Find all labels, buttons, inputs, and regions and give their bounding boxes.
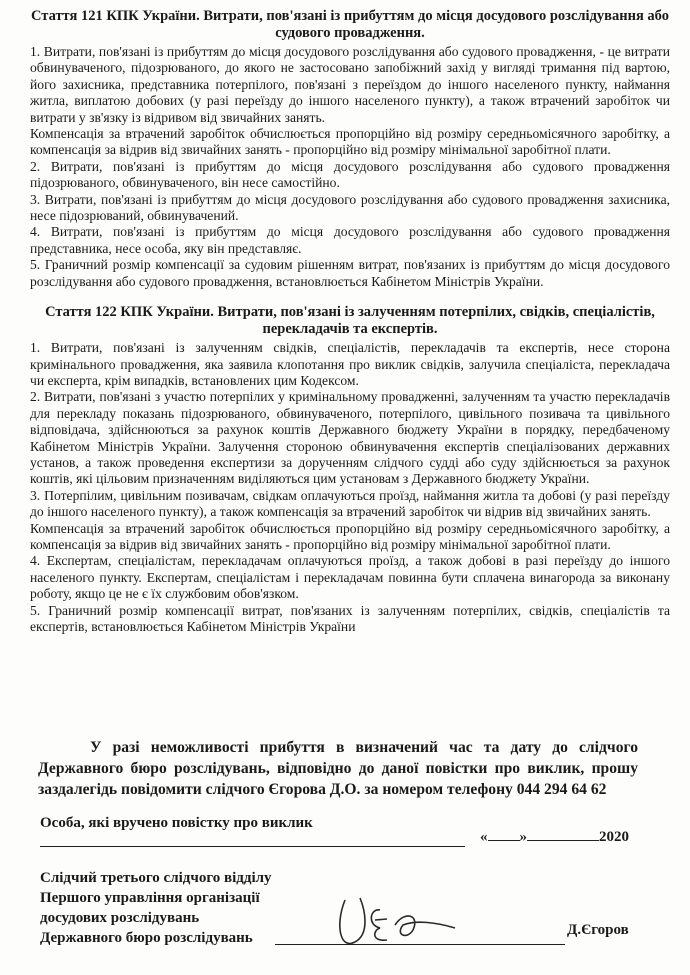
served-date	[480, 826, 629, 846]
signatory-line: Слідчий третього слідчого відділу	[40, 870, 272, 886]
article-121-paragraph: 1. Витрати, пов'язані із прибуттям до місця досудового розслідування або судового провадження, - це витрати обвинуваченого, підозрюваного, до якого не застосовано запобіжний захід у вигляді тримання під вартою, його захисника, представника потерпілого, пов'язані з переїздом до іншого населеного пункту, наймання житла, виплатою добових (у разі переїзду до іншого населеного пункту), а також втрачений заробіток чи витрати у зв'язку із відривом від звичайних занять.	[30, 44, 670, 125]
signatory-name: Д.Єгоров	[567, 922, 629, 938]
article-121-paragraph: 5. Граничний розмір компенсації за судовим рішенням витрат, пов'язаних із прибуттям до місця досудового розслідування або судового провадження, встановлюється Кабінетом Міністрів України.	[30, 257, 670, 289]
signatory-line: Першого управління організації	[40, 890, 260, 906]
article-121-paragraph: 4. Витрати, пов'язані із прибуттям до місця досудового розслідування або судового провадження представника, несе особа, яку він представляє.	[30, 224, 670, 256]
article-122-paragraph: 3. Потерпілим, цивільним позивачам, свідкам оплачуються проїзд, наймання житла та добові (у разі переїзду до іншого населеного пункту), а також компенсація за втрачений заробіток чи відрив від звичайних занять.	[30, 487, 670, 520]
contact-notice: У разі неможливості прибуття в визначений час та дату до слідчого Державного бюро розслідувань, відповідно до даної повістки про виклик, прошу заздалегідь повідомити слідчого Єгорова Д.О. за номером телефону 044 294 64 62	[38, 739, 638, 798]
article-121-paragraph: 3. Витрати, пов'язані із прибуттям до місця досудового розслідування або судового провадження захисника, несе підозрюваний, обвинувачений.	[30, 191, 670, 224]
document-body	[30, 8, 670, 635]
served-person-signature-line	[40, 846, 465, 847]
day-blank	[488, 826, 520, 841]
article-122-paragraph: 5. Граничний розмір компенсації витрат, пов'язаних із залученням потерпілих, свідків, спеціалістів та експертів, встановлюється Кабінетом Міністрів України	[30, 602, 670, 634]
article-122-title: Стаття 122 КПК України. Витрати, пов'язані із залученням потерпілих, свідків, спеціалістів, перекладачів та експертів.	[45, 304, 655, 338]
article-121-paragraph: Компенсація за втрачений заробіток обчислюється пропорційно від розміру середньомісячного заробітку, а компенсація за відрив від звичайних занять - пропорційно від розміру мінімальної заробітної плати.	[30, 126, 670, 158]
article-122-paragraph: Компенсація за втрачений заробіток обчислюється пропорційно від розміру середньомісячного заробітку, а компенсація за відрив від звичайних занять - пропорційно від розміру мінімальної заробітної плати.	[30, 520, 670, 552]
year-text: 2020	[599, 829, 629, 845]
quote-close: »	[519, 829, 527, 845]
article-122-paragraph: 2. Витрати, пов'язані з участю потерпілих у кримінальному провадженні, залученням та участю перекладачів для перекладу показань підозрюваного, обвинуваченого, потерпілого, цивільного позивача та цивільного відповідача, здійснюються за рахунок коштів Державного бюджету України в порядку, передбаченому Кабінетом Міністрів України. Залучення стороною обвинувачення експертів спеціалізованих державних установ, а також проведення експертизи за дорученням слідчого судді або суду здійснюється за рахунок коштів, які цільовим призначенням виділяються цим установам з Державного бюджету України.	[30, 389, 670, 487]
article-122-paragraph: 4. Експертам, спеціалістам, перекладачам оплачуються проїзд, а також добові в разі переїзду до іншого населеного пункту. Експертам, спеціалістам і перекладачам повинна бути сплачена винагорода за виконану роботу, якщо це не є їх службовим обов'язком.	[30, 553, 670, 602]
month-blank	[527, 826, 599, 841]
signatory-line: Державного бюро розслідувань	[40, 930, 253, 946]
article-121-title: Стаття 121 КПК України. Витрати, пов'язані із прибуттям до місця досудового розслідування або судового провадження.	[30, 8, 669, 41]
signatory-title	[40, 868, 272, 948]
quote-open: «	[480, 829, 488, 845]
signatory-line: досудових розслідувань	[40, 910, 200, 926]
handwritten-signature	[325, 880, 475, 960]
article-122-paragraph: 1. Витрати, пов'язані із залученням свідків, спеціалістів, перекладачів та експертів, несе сторона кримінального провадження, яка заявила клопотання про виклик свідків, залучила спеціаліста, перекладача чи експерта, крім випадків, встановлених цим Кодексом.	[30, 340, 670, 388]
article-121-paragraph: 2. Витрати, пов'язані із прибуттям до місця досудового розслідування або судового провадження підозрюваного, обвинуваченого, він несе самостійно.	[30, 158, 670, 191]
served-person-label: Особа, які вручено повістку про виклик	[40, 815, 313, 831]
signature-line	[275, 944, 565, 945]
